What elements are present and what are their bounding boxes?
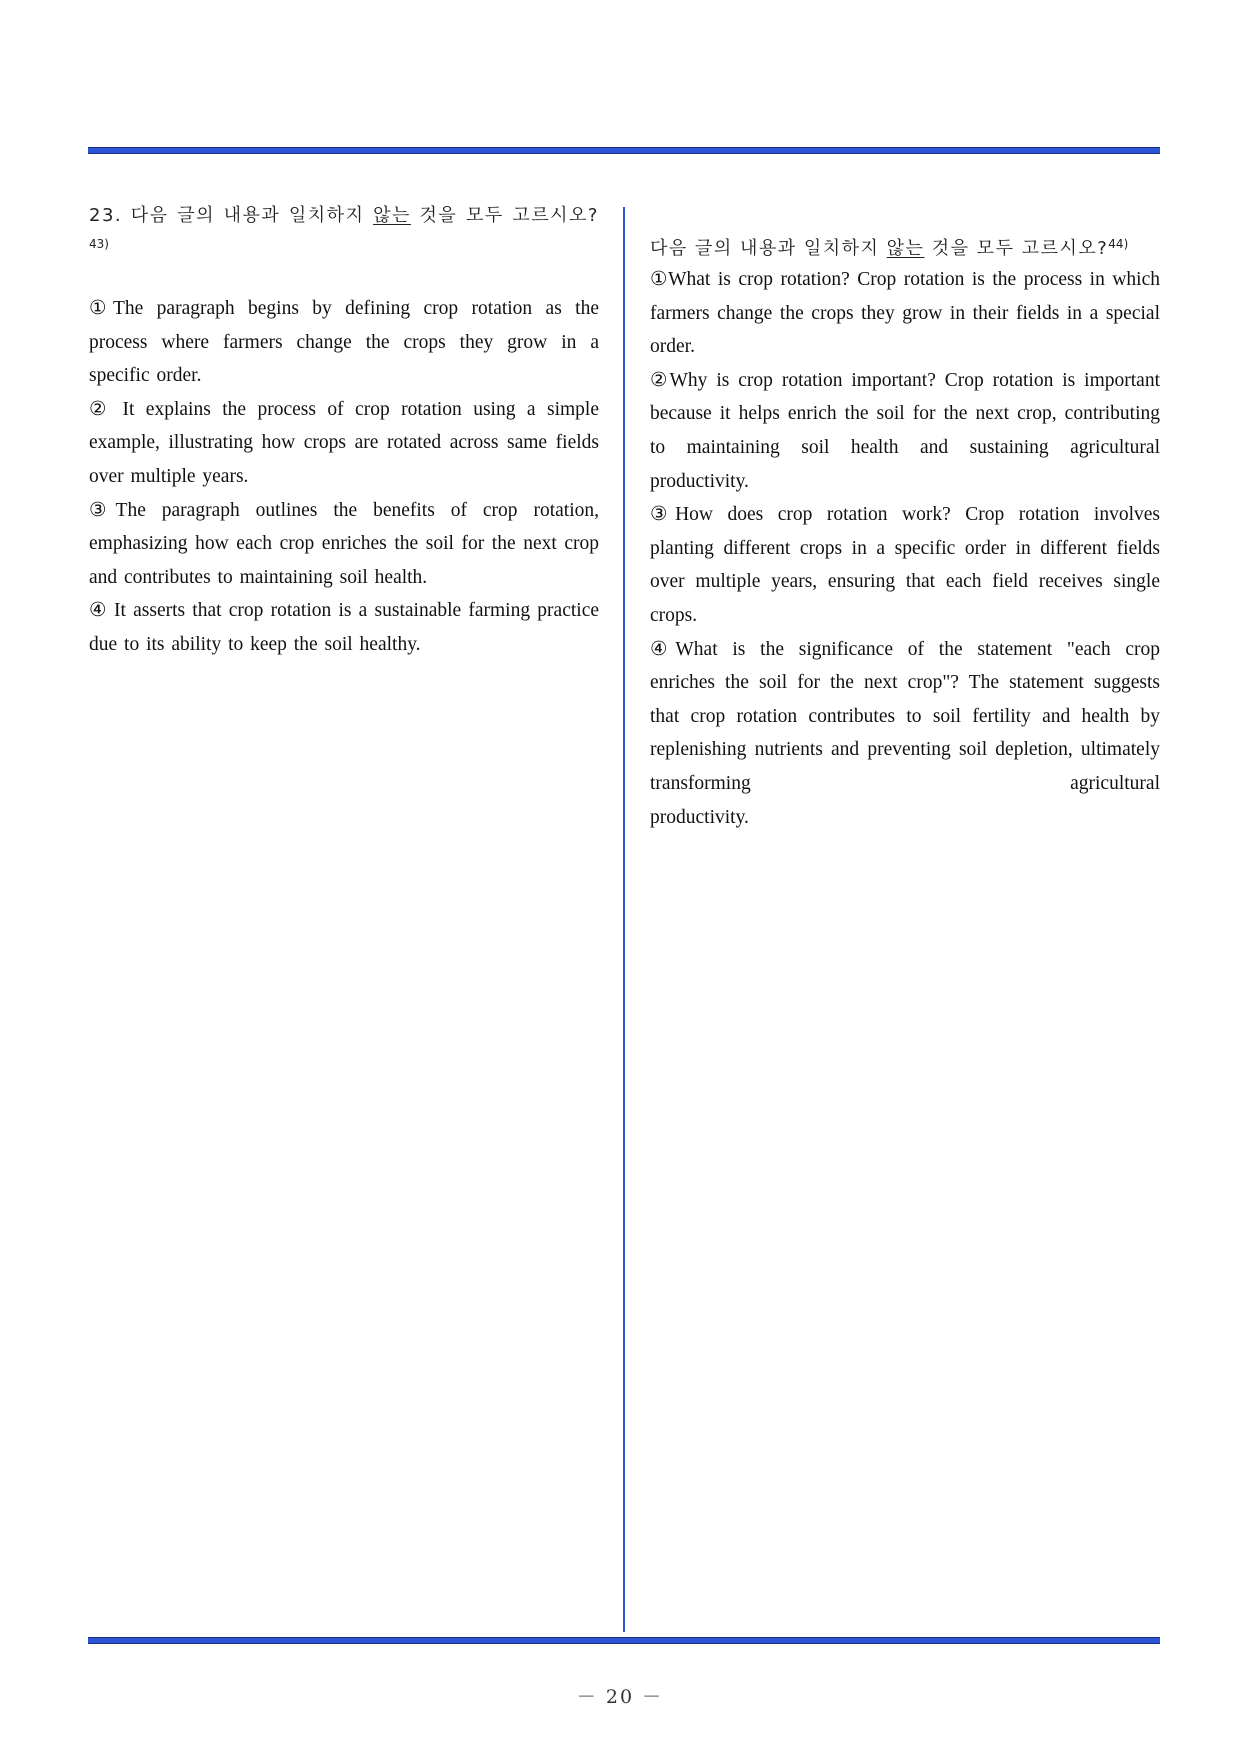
prompt-text-before: 다음 글의 내용과 일치하지 xyxy=(650,238,880,259)
prompt-text-after: 것을 모두 고르시오? xyxy=(419,205,599,226)
page-number: － 20 － xyxy=(576,1686,664,1708)
footnote-marker: 44) xyxy=(1108,237,1129,251)
column-divider xyxy=(623,207,625,1632)
option-2: ②Why is crop rotation important? Crop rotation is important because it helps enrich the soil for the next crop, contributing to maintaining soil health and sustaining agricultural productivity. xyxy=(650,369,1160,492)
footer-rule xyxy=(88,1637,1160,1644)
question-prompt xyxy=(650,230,1160,263)
prompt-text-after: 것을 모두 고르시오? xyxy=(931,238,1109,259)
header-rule xyxy=(88,147,1160,154)
option-3: ③How does crop rotation work? Crop rotation involves planting different crops in a specific order in different fields over multiple years, ensuring that each field receives single crops. xyxy=(650,504,1160,626)
option-4: ④ It asserts that crop rotation is a sustainable farming practice due to its ability to keep the soil healthy. xyxy=(89,600,599,655)
option-1: ①The paragraph begins by defining crop rotation as the process where farmers change the crops they grow in a specific order. xyxy=(89,298,599,387)
footnote-marker: 43) xyxy=(89,237,109,251)
question-24-column xyxy=(650,230,1160,834)
question-23-column xyxy=(89,201,599,662)
prompt-emphasis: 않는 xyxy=(886,238,925,259)
question-prompt xyxy=(89,201,599,263)
option-1: ①What is crop rotation? Crop rotation is the process in which farmers change the crops they grow in their fields in a special order. xyxy=(650,269,1160,358)
option-2: ② It explains the process of crop rotation using a simple example, illustrating how crops are rotated across same fields over multiple years. xyxy=(89,398,599,487)
option-3: ③The paragraph outlines the benefits of crop rotation, emphasizing how each crop enriches the soil for the next crop and contributes to maintaining soil health. xyxy=(89,499,599,588)
option-4: ④What is the significance of the statement "each crop enriches the soil for the next crop"? The statement suggests that crop rotation contributes to soil fertility and health by replenishing nutrients and preventing soil depletion, ultimately transforming agricultural xyxy=(650,638,1160,794)
prompt-emphasis: 않는 xyxy=(373,205,411,226)
option-4-continued: productivity. xyxy=(650,806,749,828)
question-number: 23. xyxy=(89,205,123,226)
prompt-text-before: 다음 글의 내용과 일치하지 xyxy=(130,205,365,226)
